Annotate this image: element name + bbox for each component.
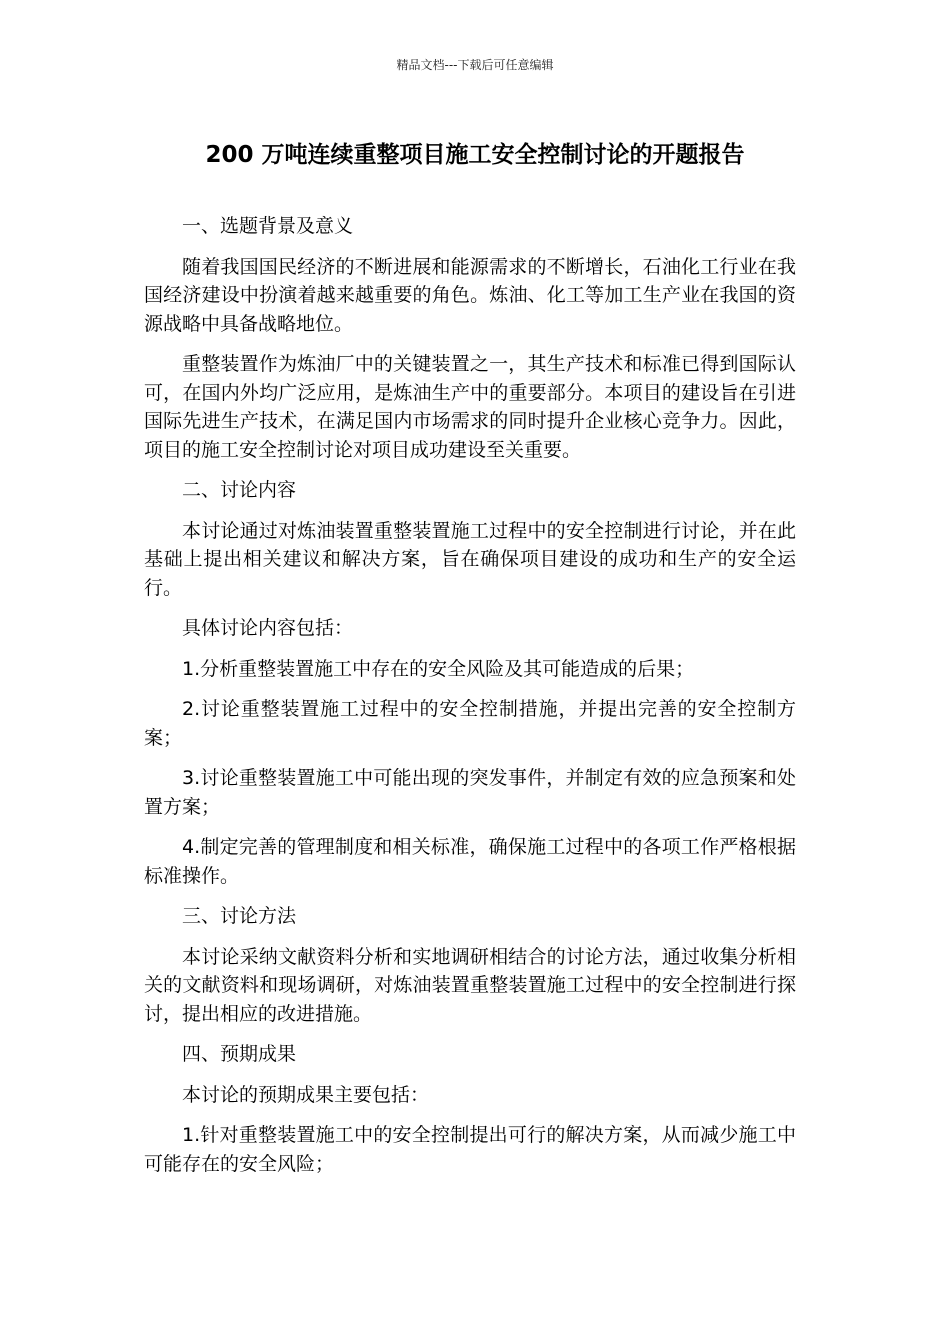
page-header-note: 精品文档---下载后可任意编辑	[396, 58, 554, 72]
paragraph-outcomes-1: 本讨论的预期成果主要包括：	[182, 1083, 430, 1106]
section-heading-content: 二、讨论内容	[182, 479, 297, 501]
section-heading-background: 一、选题背景及意义	[182, 215, 354, 237]
list-item-content-2: 2.讨论重整装置施工过程中的安全控制措施，并提出完善的安全控制方案；	[144, 698, 796, 749]
document-body	[144, 212, 796, 1190]
paragraph-content-1: 本讨论通过对炼油装置重整装置施工过程中的安全控制进行讨论，并在此基础上提出相关建议和解决方案，旨在确保项目建设的成功和生产的安全运行。	[144, 519, 796, 599]
paragraph-background-2: 重整装置作为炼油厂中的关键装置之一，其生产技术和标准已得到国际认可，在国内外均广泛应用，是炼油生产中的重要部分。本项目的建设旨在引进国际先进生产技术，在满足国内市场需求的同时提升企业核心竞争力。因此，项目的施工安全控制讨论对项目成功建设至关重要。	[144, 353, 796, 461]
section-heading-method: 三、讨论方法	[182, 905, 297, 927]
list-item-outcomes-1: 1.针对重整装置施工中的安全控制提出可行的解决方案，从而减少施工中可能存在的安全风险；	[144, 1124, 796, 1175]
list-item-content-4: 4.制定完善的管理制度和相关标准，确保施工过程中的各项工作严格根据标准操作。	[144, 836, 796, 887]
paragraph-method-1: 本讨论采纳文献资料分析和实地调研相结合的讨论方法，通过收集分析相关的文献资料和现场调研，对炼油装置重整装置施工过程中的安全控制进行探讨，提出相应的改进措施。	[144, 945, 796, 1025]
list-item-content-3: 3.讨论重整装置施工中可能出现的突发事件，并制定有效的应急预案和处置方案；	[144, 767, 796, 818]
list-item-content-1: 1.分析重整装置施工中存在的安全风险及其可能造成的后果；	[182, 657, 695, 680]
section-heading-outcomes: 四、预期成果	[182, 1043, 297, 1065]
paragraph-content-2: 具体讨论内容包括：	[182, 617, 354, 639]
document-title: 200 万吨连续重整项目施工安全控制讨论的开题报告	[205, 142, 745, 168]
paragraph-background-1: 随着我国国民经济的不断进展和能源需求的不断增长，石油化工行业在我国经济建设中扮演着越来越重要的角色。炼油、化工等加工生产业在我国的资源战略中具备战略地位。	[144, 255, 796, 335]
